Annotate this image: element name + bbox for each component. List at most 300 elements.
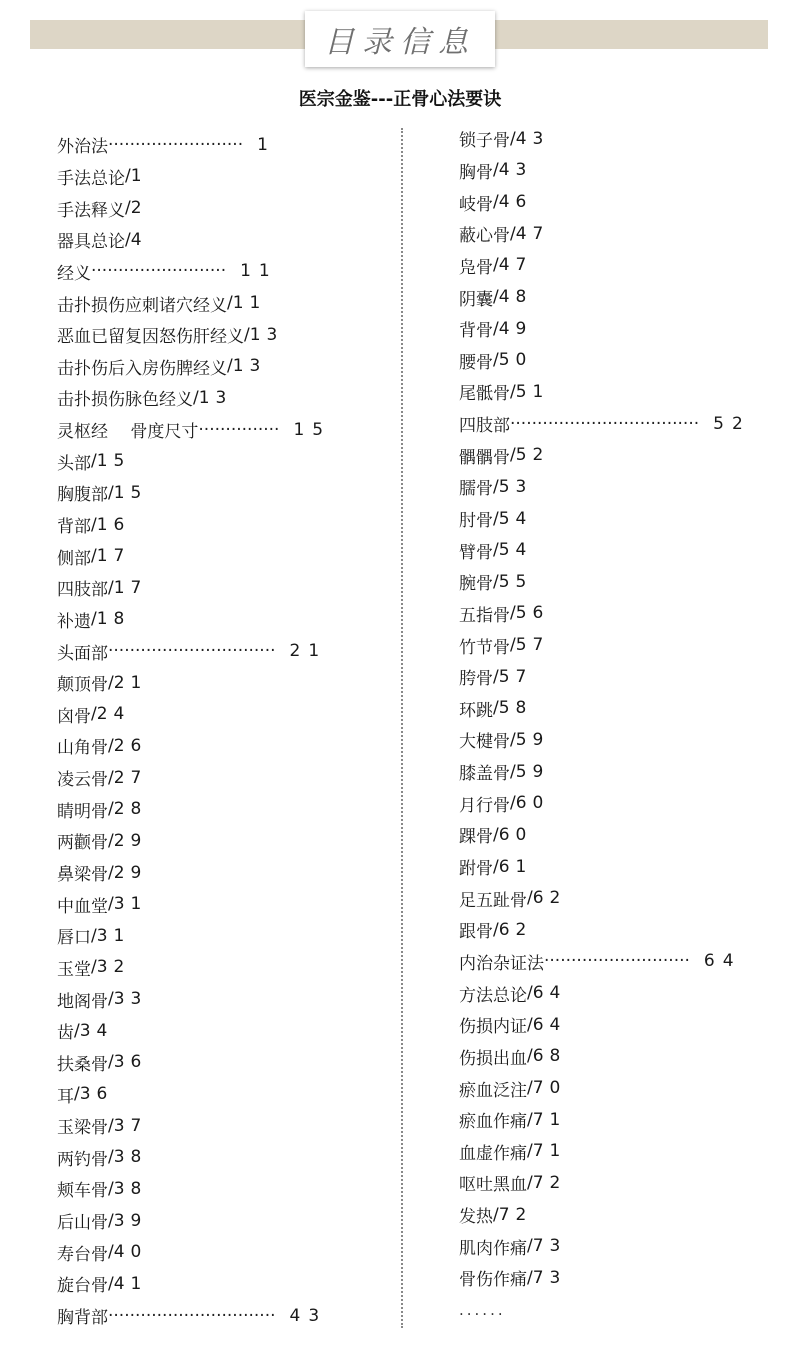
toc-separator: / — [493, 919, 499, 940]
toc-page-number: 34 — [79, 1020, 114, 1041]
toc-page-number: 62 — [498, 919, 533, 940]
toc-entry[interactable] — [57, 825, 377, 857]
toc-entry[interactable] — [459, 313, 779, 345]
toc-entry[interactable] — [459, 218, 779, 250]
toc-page-number: 31 — [113, 894, 148, 915]
toc-separator: / — [227, 293, 233, 314]
toc-entry[interactable] — [57, 730, 377, 762]
toc-page-number: 36 — [113, 1052, 148, 1073]
toc-entry-title: 灵枢经 骨度尺寸 — [57, 422, 199, 443]
toc-page-number: 26 — [113, 735, 148, 756]
toc-page-number: 31 — [96, 925, 131, 946]
toc-separator: / — [493, 540, 499, 561]
toc-separator: / — [108, 989, 114, 1010]
toc-separator: / — [527, 1172, 533, 1193]
toc-entry[interactable] — [459, 344, 779, 376]
toc-entry[interactable] — [459, 1072, 779, 1104]
toc-leader-dots: ························· — [108, 134, 244, 155]
toc-section-entry[interactable] — [57, 129, 377, 161]
toc-separator: / — [493, 255, 499, 276]
toc-entry[interactable] — [459, 186, 779, 218]
toc-entry-title: 岐骨 — [459, 194, 493, 215]
toc-entry-title: 击扑损伤应刺诸穴经义 — [57, 295, 227, 316]
toc-entry[interactable] — [459, 724, 779, 756]
toc-separator: / — [244, 324, 250, 345]
toc-page-number: 13 — [249, 324, 284, 345]
toc-entry[interactable] — [57, 350, 377, 382]
toc-entry[interactable] — [459, 1262, 779, 1294]
toc-page-number: 15 — [113, 482, 148, 503]
toc-entry-title: 肘骨 — [459, 511, 493, 531]
toc-separator: / — [108, 830, 114, 851]
toc-entry-title: 击扑伤后入房伤脾经义 — [57, 358, 227, 379]
toc-entry[interactable] — [459, 566, 779, 598]
toc-entry-title: 胸腹部 — [57, 485, 108, 506]
toc-page-number: 29 — [113, 830, 148, 851]
toc-entry-title: 器具总论 — [57, 232, 125, 253]
toc-page-number: 54 — [498, 508, 533, 529]
toc-separator: / — [108, 1147, 114, 1168]
toc-entry-title: 手法总论 — [57, 168, 125, 189]
toc-page-number: 60 — [498, 824, 533, 845]
toc-separator: / — [91, 609, 97, 630]
toc-page-number: 1 — [257, 134, 276, 155]
toc-separator: / — [510, 793, 516, 814]
toc-page-number: 16 — [96, 514, 131, 535]
toc-separator: / — [108, 1210, 114, 1231]
toc-page-number: 1 — [130, 166, 148, 187]
toc-entry-title: 四肢部 — [459, 416, 510, 437]
toc-entry-title: 头面部 — [57, 643, 108, 664]
toc-entry[interactable] — [57, 920, 377, 952]
toc-separator: / — [510, 761, 516, 782]
toc-page-number: 51 — [515, 381, 550, 402]
toc-entry-title: 血虚作痛 — [459, 1143, 527, 1164]
toc-separator: / — [510, 223, 516, 244]
toc-entry-title: 尾骶骨 — [459, 384, 510, 405]
toc-entry-title: 跟骨 — [459, 922, 493, 943]
toc-separator: / — [193, 387, 199, 408]
toc-page-number: 21 — [289, 641, 328, 662]
toc-entry-title: 四肢部 — [57, 580, 108, 601]
toc-leader-dots: ························· — [91, 261, 227, 282]
document-title: 医宗金鉴---正骨心法要诀 — [298, 89, 502, 110]
continuation-ellipsis: ...... — [459, 1300, 506, 1319]
toc-entry-title: 唇口 — [57, 928, 91, 949]
toc-separator: / — [493, 824, 499, 845]
toc-page-number: 58 — [498, 698, 533, 719]
toc-page-number: 53 — [498, 476, 533, 497]
toc-entry-title: 外治法 — [57, 137, 108, 158]
toc-separator: / — [91, 704, 97, 725]
toc-entry-title: 踝骨 — [459, 827, 493, 848]
toc-entry[interactable] — [57, 382, 377, 414]
toc-separator: / — [74, 1020, 80, 1041]
toc-entry[interactable] — [57, 1015, 377, 1047]
toc-entry-title: 玉堂 — [57, 959, 91, 980]
toc-page-number: 68 — [532, 1046, 567, 1067]
toc-page-number: 60 — [515, 793, 550, 814]
toc-entry-title: 竹节骨 — [459, 637, 510, 658]
toc-entry[interactable] — [57, 888, 377, 920]
toc-entry[interactable] — [57, 445, 377, 477]
toc-entry[interactable] — [57, 477, 377, 509]
toc-entry[interactable] — [57, 1173, 377, 1205]
toc-entry-title: 蔽心骨 — [459, 226, 510, 247]
toc-entry[interactable] — [57, 1110, 377, 1142]
toc-page-number: 11 — [232, 293, 267, 314]
toc-page-number: 47 — [515, 223, 550, 244]
toc-separator: / — [108, 894, 114, 915]
toc-separator: / — [493, 856, 499, 877]
toc-page-number: 55 — [498, 571, 533, 592]
toc-entry[interactable] — [57, 762, 377, 794]
toc-section-entry[interactable] — [57, 414, 377, 446]
toc-entry[interactable] — [459, 250, 779, 282]
toc-page-number: 28 — [113, 799, 148, 820]
toc-page-number: 47 — [498, 255, 533, 276]
toc-entry[interactable] — [57, 699, 377, 731]
toc-entry-title: 中血堂 — [57, 896, 108, 917]
toc-page-number: 33 — [113, 989, 148, 1010]
toc-page-number: 70 — [532, 1078, 567, 1099]
toc-page-number: 64 — [703, 951, 742, 972]
toc-entry-title: 扶桑骨 — [57, 1054, 108, 1075]
toc-entry-title: 月行骨 — [459, 795, 510, 816]
toc-entry-title: 环跳 — [459, 700, 493, 721]
toc-leader-dots: ··························· — [544, 951, 690, 972]
toc-page-number: 17 — [96, 546, 131, 567]
toc-separator: / — [527, 1109, 533, 1130]
toc-entry[interactable] — [459, 123, 779, 155]
toc-page-number: 64 — [532, 1014, 567, 1035]
toc-separator: / — [108, 799, 114, 820]
toc-entry[interactable] — [459, 1136, 779, 1168]
toc-entry-title: 大楗骨 — [459, 732, 510, 753]
toc-page-number: 73 — [532, 1236, 567, 1257]
toc-entry[interactable] — [57, 952, 377, 984]
toc-entry-title: 伤损内证 — [459, 1017, 527, 1038]
toc-separator: / — [493, 666, 499, 687]
toc-entry[interactable] — [459, 693, 779, 725]
toc-entry[interactable] — [57, 667, 377, 699]
toc-left-column — [57, 129, 377, 1331]
toc-entry[interactable] — [57, 1047, 377, 1079]
toc-entry[interactable] — [459, 819, 779, 851]
toc-page-number: 2 — [130, 198, 148, 219]
toc-separator: / — [91, 451, 97, 472]
toc-page-number: 72 — [532, 1172, 567, 1193]
toc-entry[interactable] — [57, 1236, 377, 1268]
toc-entry[interactable] — [57, 540, 377, 572]
toc-separator: / — [74, 1084, 80, 1105]
toc-entry-title: 凌云骨 — [57, 770, 108, 791]
toc-page-number: 13 — [198, 387, 233, 408]
toc-section-entry[interactable] — [57, 1300, 377, 1332]
toc-separator: / — [510, 603, 516, 624]
toc-separator: / — [493, 350, 499, 371]
toc-entry-title: 睛明骨 — [57, 801, 108, 822]
toc-page-number: 57 — [498, 666, 533, 687]
toc-separator: / — [108, 672, 114, 693]
toc-page-number: 18 — [96, 609, 131, 630]
toc-entry[interactable] — [459, 661, 779, 693]
toc-entry-title: 胸骨 — [459, 162, 493, 183]
toc-page-number: 72 — [498, 1204, 533, 1225]
toc-entry-title: 阴囊 — [459, 289, 493, 310]
toc-page-number: 49 — [498, 318, 533, 339]
toc-entry-title: 跗骨 — [459, 859, 493, 880]
toc-page-number: 46 — [498, 192, 533, 213]
toc-entry[interactable] — [459, 914, 779, 946]
toc-separator: / — [91, 957, 97, 978]
toc-separator: / — [108, 767, 114, 788]
toc-page-number: 17 — [113, 577, 148, 598]
toc-separator: / — [527, 1014, 533, 1035]
toc-entry[interactable] — [57, 509, 377, 541]
toc-separator: / — [108, 1052, 114, 1073]
toc-separator: / — [527, 888, 533, 909]
toc-entry-title: 耳 — [57, 1086, 74, 1107]
toc-separator: / — [125, 198, 131, 219]
toc-entry-title: 旋台骨 — [57, 1276, 108, 1297]
toc-entry[interactable] — [57, 161, 377, 193]
toc-entry-title: 颊车骨 — [57, 1181, 108, 1202]
toc-continuation — [459, 1294, 779, 1326]
toc-page-number: 71 — [532, 1109, 567, 1130]
toc-entry[interactable] — [459, 977, 779, 1009]
toc-section-entry[interactable] — [57, 635, 377, 667]
toc-entry[interactable] — [57, 1268, 377, 1300]
toc-separator: / — [527, 983, 533, 1004]
toc-separator: / — [91, 514, 97, 535]
toc-entry-title: 地阁骨 — [57, 991, 108, 1012]
toc-page-number: 64 — [532, 983, 567, 1004]
toc-page-number: 73 — [532, 1267, 567, 1288]
toc-entry[interactable] — [57, 793, 377, 825]
toc-entry[interactable] — [57, 1142, 377, 1174]
toc-page-number: 50 — [498, 350, 533, 371]
toc-entry-title: 山角骨 — [57, 738, 108, 759]
toc-entry-title: 寿台骨 — [57, 1244, 108, 1265]
toc-page-number: 52 — [515, 445, 550, 466]
toc-separator: / — [108, 482, 114, 503]
toc-separator: / — [493, 287, 499, 308]
toc-entry-title: 背骨 — [459, 321, 493, 342]
toc-entry-title: 凫骨 — [459, 257, 493, 278]
toc-entry-title: 臂骨 — [459, 542, 493, 563]
toc-entry[interactable] — [57, 192, 377, 224]
toc-entry[interactable] — [459, 281, 779, 313]
toc-page-number: 52 — [713, 413, 751, 434]
toc-entry-title: 髃髃骨 — [459, 447, 510, 468]
toc-entry-title: 囟骨 — [57, 706, 91, 727]
toc-entry-title: 内治杂证法 — [459, 953, 544, 974]
toc-page-number: 27 — [113, 767, 148, 788]
toc-page-number: 40 — [113, 1242, 148, 1263]
toc-entry-title: 背部 — [57, 517, 91, 537]
toc-page-number: 41 — [113, 1273, 148, 1294]
toc-entry-title: 瘀血泛注 — [459, 1080, 527, 1101]
toc-page-number: 39 — [113, 1210, 148, 1231]
toc-entry-title: 伤损出血 — [459, 1048, 527, 1069]
toc-separator: / — [91, 546, 97, 567]
toc-separator: / — [125, 229, 131, 250]
toc-separator: / — [108, 862, 114, 883]
toc-page-number: 57 — [515, 635, 550, 656]
toc-separator: / — [527, 1236, 533, 1257]
toc-page-number: 59 — [515, 761, 550, 782]
toc-entry-title: 手法释义 — [57, 200, 125, 221]
toc-separator: / — [108, 1178, 114, 1199]
toc-entry-title: 头部 — [57, 453, 91, 474]
toc-separator: / — [108, 1115, 114, 1136]
toc-page-number: 13 — [232, 356, 267, 377]
toc-entry-title: 五指骨 — [459, 605, 510, 626]
toc-page-number: 29 — [113, 862, 148, 883]
toc-entry-title: 瘀血作痛 — [459, 1112, 527, 1133]
toc-entry[interactable] — [57, 1205, 377, 1237]
toc-right-column — [459, 123, 779, 1325]
toc-separator: / — [510, 445, 516, 466]
toc-entry[interactable] — [459, 376, 779, 408]
toc-entry[interactable] — [459, 1009, 779, 1041]
toc-entry-title: 鼻梁骨 — [57, 865, 108, 886]
toc-entry-title: 颠顶骨 — [57, 675, 108, 696]
toc-entry[interactable] — [459, 471, 779, 503]
toc-entry[interactable] — [459, 1199, 779, 1231]
toc-entry[interactable] — [57, 983, 377, 1015]
toc-entry[interactable] — [459, 787, 779, 819]
toc-page-number: 43 — [289, 1305, 328, 1326]
toc-separator: / — [493, 476, 499, 497]
toc-page-number: 15 — [96, 451, 131, 472]
toc-separator: / — [108, 1273, 114, 1294]
toc-entry[interactable] — [57, 604, 377, 636]
toc-entry[interactable] — [57, 287, 377, 319]
toc-page-number: 4 — [130, 229, 148, 250]
toc-separator: / — [108, 735, 114, 756]
toc-entry[interactable] — [57, 1078, 377, 1110]
toc-section-entry[interactable] — [459, 408, 779, 440]
toc-entry[interactable] — [459, 534, 779, 566]
toc-entry[interactable] — [459, 1041, 779, 1073]
header-banner-title: 目录信息 — [305, 11, 495, 67]
toc-page-number: 56 — [515, 603, 550, 624]
toc-separator: / — [527, 1141, 533, 1162]
toc-page-number: 37 — [113, 1115, 148, 1136]
toc-entry-title: 呕吐黑血 — [459, 1175, 527, 1196]
toc-entry-title: 肌肉作痛 — [459, 1238, 527, 1259]
toc-page-number: 43 — [498, 160, 533, 181]
toc-page-number: 61 — [498, 856, 533, 877]
toc-separator: / — [125, 166, 131, 187]
toc-page-number: 11 — [240, 261, 278, 282]
toc-separator: / — [493, 571, 499, 592]
toc-entry[interactable] — [459, 503, 779, 535]
toc-leader-dots: ······························· — [108, 1305, 276, 1326]
toc-separator: / — [527, 1046, 533, 1067]
toc-page-number: 38 — [113, 1178, 148, 1199]
toc-entry[interactable] — [459, 598, 779, 630]
toc-separator: / — [510, 635, 516, 656]
toc-separator: / — [493, 160, 499, 181]
toc-entry-title: 玉梁骨 — [57, 1118, 108, 1139]
toc-separator: / — [108, 577, 114, 598]
toc-entry[interactable] — [459, 629, 779, 661]
toc-entry[interactable] — [459, 851, 779, 883]
toc-leader-dots: ··································· — [510, 413, 700, 434]
toc-page-number: 62 — [532, 888, 567, 909]
toc-entry-title: 两颧骨 — [57, 833, 108, 854]
toc-leader-dots: ··············· — [198, 419, 280, 440]
toc-separator: / — [493, 508, 499, 529]
toc-section-entry[interactable] — [459, 946, 779, 978]
toc-page-number: 32 — [96, 957, 131, 978]
toc-page-number: 21 — [113, 672, 148, 693]
toc-entry-title: 经义 — [57, 263, 91, 284]
toc-entry-title: 胯骨 — [459, 669, 493, 690]
toc-page-number: 15 — [293, 419, 332, 440]
toc-entry[interactable] — [57, 572, 377, 604]
toc-separator: / — [108, 1242, 114, 1263]
toc-separator: / — [527, 1078, 533, 1099]
toc-separator: / — [493, 698, 499, 719]
toc-entry-title: 补遗 — [57, 611, 91, 632]
toc-entry-title: 臑骨 — [459, 479, 493, 500]
toc-page-number: 54 — [498, 540, 533, 561]
toc-entry-title: 恶血已留复因怒伤肝经义 — [57, 327, 244, 348]
toc-page-number: 38 — [113, 1147, 148, 1168]
toc-entry-title: 骨伤作痛 — [459, 1270, 527, 1291]
toc-separator: / — [493, 192, 499, 213]
toc-separator: / — [510, 729, 516, 750]
toc-entry[interactable] — [459, 155, 779, 187]
toc-separator: / — [510, 128, 516, 149]
toc-entry-title: 击扑损伤脉色经义 — [57, 390, 193, 411]
toc-entry[interactable] — [459, 1230, 779, 1262]
toc-page-number: 36 — [79, 1084, 114, 1105]
toc-section-entry[interactable] — [57, 256, 377, 288]
toc-page-number: 71 — [532, 1141, 567, 1162]
toc-entry-title: 锁子骨 — [459, 131, 510, 152]
toc-entry[interactable] — [57, 319, 377, 351]
toc-entry[interactable] — [57, 857, 377, 889]
toc-entry-title: 后山骨 — [57, 1213, 108, 1234]
column-divider — [401, 128, 403, 1328]
toc-entry[interactable] — [459, 756, 779, 788]
toc-page-number: 24 — [96, 704, 131, 725]
toc-page-number: 43 — [515, 128, 550, 149]
toc-entry[interactable] — [459, 1104, 779, 1136]
toc-leader-dots: ······························· — [108, 641, 276, 662]
toc-entry-title: 胸背部 — [57, 1308, 108, 1329]
toc-entry-title: 齿 — [57, 1023, 74, 1044]
toc-entry-title: 膝盖骨 — [459, 764, 510, 785]
toc-entry-title: 足五趾骨 — [459, 890, 527, 911]
toc-entry[interactable] — [459, 1167, 779, 1199]
toc-entry[interactable] — [57, 224, 377, 256]
toc-entry[interactable] — [459, 439, 779, 471]
toc-page-number: 59 — [515, 729, 550, 750]
toc-entry-title: 方法总论 — [459, 985, 527, 1006]
toc-separator: / — [91, 925, 97, 946]
toc-separator: / — [510, 381, 516, 402]
toc-separator: / — [227, 356, 233, 377]
toc-entry[interactable] — [459, 882, 779, 914]
toc-separator: / — [493, 1204, 499, 1225]
toc-entry-title: 腰骨 — [459, 352, 493, 373]
